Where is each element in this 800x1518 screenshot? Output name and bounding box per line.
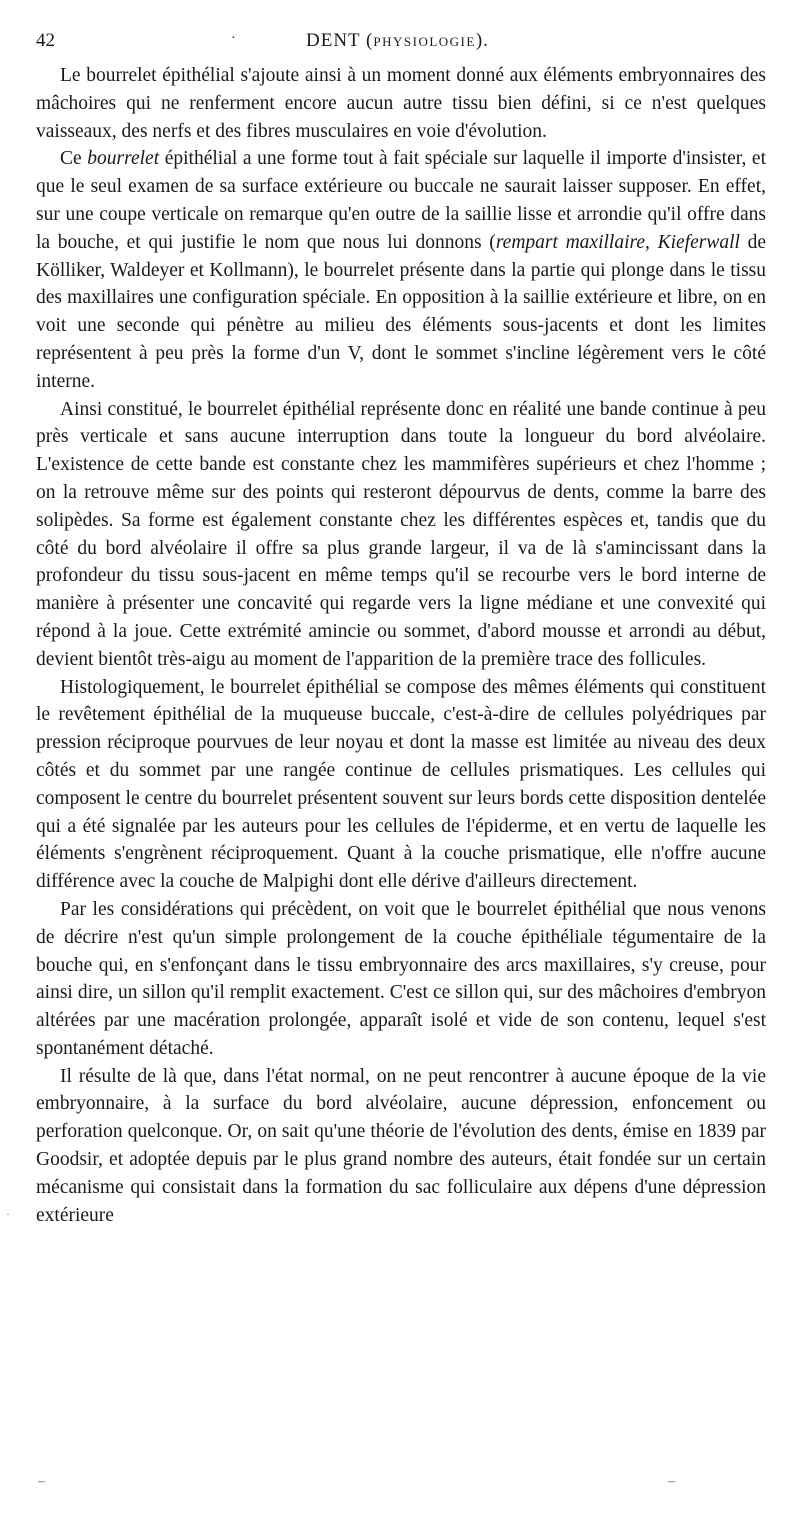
- paragraph-1: Le bourrelet épithélial s'ajoute ainsi à un moment donné aux éléments embryonnaires des mâchoires qui ne renferment encore aucun autre tissu bien défini, si ce n'est quelques vaisseaux, des nerfs et des fibres musculaires en voie d'évolution.: [36, 65, 766, 142]
- margin-speck: ·: [6, 1207, 10, 1221]
- running-title-close: ).: [475, 30, 489, 51]
- paragraph-2-italic-bourrelet: bourrelet: [87, 148, 160, 170]
- running-title: [306, 26, 489, 57]
- running-head: [36, 26, 766, 56]
- paragraph-6: Il résulte de là que, dans l'état normal, on ne peut rencontrer à aucune époque de la vie embryonnaire, à la surface du bord alvéolaire, aucune dépression, enfoncement ou perforation quelconque. Or, on sait qu'une théorie de l'évolution des dents, émise en 1839 par Goodsir, et adoptée depuis par le plus grand nombre des auteurs, était fondée sur un certain mécanisme qui consistait dans la formation du sac folliculaire aux dépens d'une dépression extérieure: [36, 1065, 766, 1226]
- paragraph-4: Histologiquement, le bourrelet épithélial se compose des mêmes éléments qui constituent le revêtement épithélial de la muqueuse buccale, c'est-à-dire de cellules polyédriques par pression réciproque pourvues de leur noyau et dont la masse est limitée au niveau des deux côtés et du sommet par une rangée continue de cellules prismatiques. Les cellules qui composent le centre du bourrelet présentent souvent sur leurs bords cette disposition dentelée qui a été signalée par les auteurs pour les cellules de l'épiderme, et en vertu de laquelle les éléments s'engrènent réciproquement. Quant à la couche prismatique, elle n'offre aucune différence avec la couche de Malpighi dont elle dérive d'ailleurs directement.: [36, 676, 766, 893]
- footer-mark-left: –: [38, 1474, 45, 1489]
- paragraph-5: Par les considérations qui précèdent, on voit que le bourrelet épithélial que nous venons de décrire n'est qu'un simple prolongement de la couche épithéliale tégumentaire de la bouche qui, en s'enfonçant dans le tissu embryonnaire des arcs maxillaires, s'y creuse, pour ainsi dire, un sillon qu'il remplit exactement. C'est ce sillon qui, sur des mâchoires d'embryon altérées par une macération prolongée, apparaît isolé et vide de son contenu, lequel s'est spontanément détaché.: [36, 898, 766, 1059]
- paragraph-2-part-c: de Kölliker, Waldeyer et Kollmann), le bourrelet présente dans la partie qui plonge dans le tissu des maxillaires une configuration spéciale. En opposition à la saillie extérieure et libre, on en voit une seconde qui pénètre au milieu des éléments sous-jacents et dont les limites représentent à peu près la forme d'un V, dont le sommet s'incline légèrement vers le côté interne.: [36, 231, 767, 392]
- book-page: [36, 26, 766, 1229]
- paragraph-3: Ainsi constitué, le bourrelet épithélial représente donc en réalité une bande continue à peu près verticale et sans aucune interruption dans toute la longueur du bord alvéolaire. L'existence de cette bande est constante chez les mammifères supérieurs et chez l'homme ; on la retrouve même sur des points qui resteront dépourvus de dents, comme la barre des solipèdes. Sa forme est également constante chez les différentes espèces et, tandis que du côté du bord alvéolaire il offre sa plus grande largeur, il va de là s'amincissant dans la profondeur du tissu sous-jacent en même temps qu'il se recourbe vers le bord interne de manière à présenter une concavité qui regarde vers la ligne médiane et une convexité qui répond à la joue. Cette extrémité amincie ou sommet, d'abord mousse et arrondi au début, devient bientôt très-aigu au moment de l'apparition de la première trace des follicules.: [36, 398, 766, 670]
- running-title-smallcaps: PHYSIOLOGIE: [373, 34, 476, 49]
- paragraph-2-part-b: épithélial a une forme tout à fait spéciale sur laquelle il importe d'insister, et que le seul examen de sa surface extérieure ou buccale ne saurait laisser supposer. En effet, sur une coupe verticale on remarque qu'en outre de la saillie lisse et arrondie qu'il offre dans la bouche, et qui justifie le nom que nous lui donnons (: [36, 148, 766, 253]
- running-title-main: DENT (: [306, 30, 374, 51]
- body-text: [36, 62, 766, 1229]
- paragraph-2: [36, 145, 766, 395]
- page-number: 42: [36, 30, 55, 51]
- header-speck: ·: [231, 31, 236, 46]
- paragraph-2-italic-terms: rempart maxillaire, Kieferwall: [495, 231, 740, 253]
- paragraph-2-part-a: Ce: [60, 148, 88, 170]
- footer-mark-right: –: [668, 1474, 675, 1489]
